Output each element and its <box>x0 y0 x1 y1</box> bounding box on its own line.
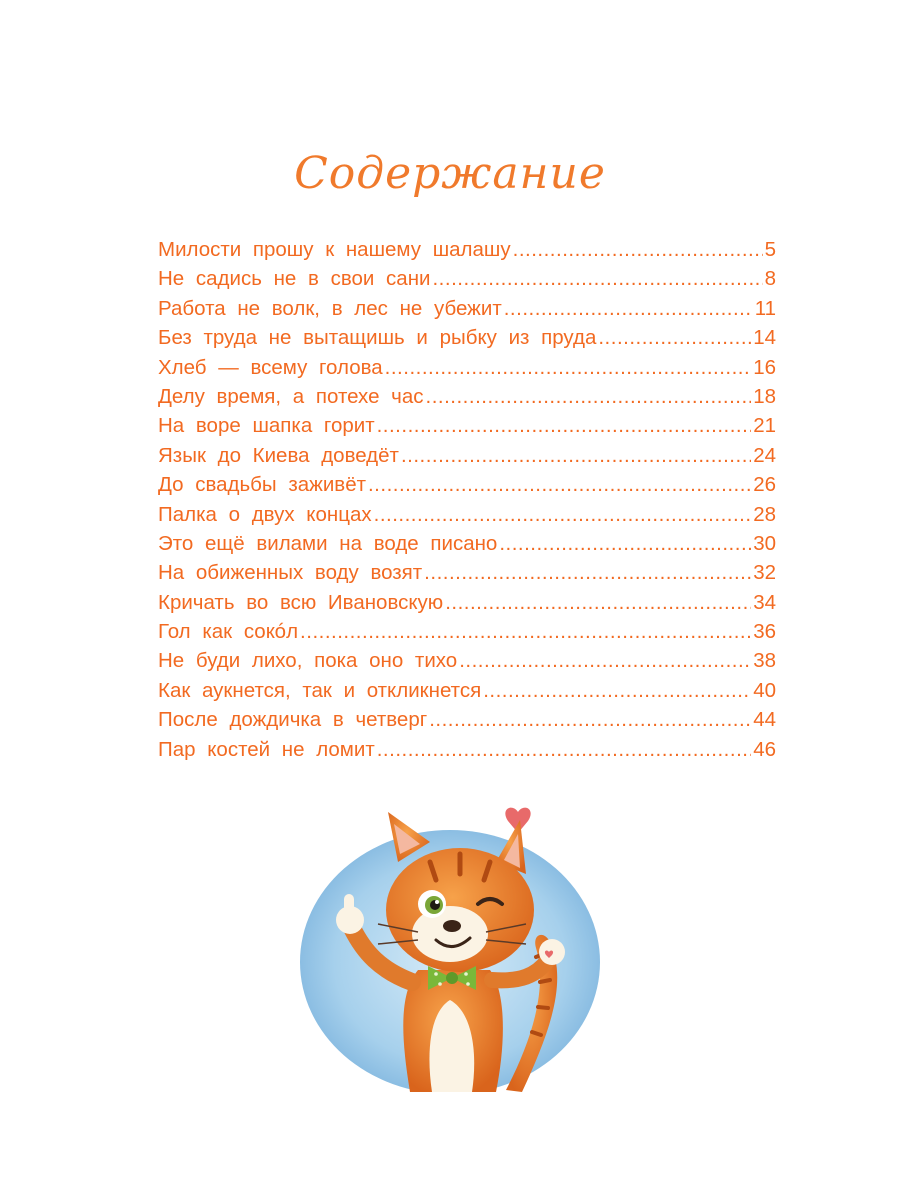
toc-entry-title: На воре шапка горит <box>158 414 375 438</box>
toc-dot-leader <box>401 444 751 468</box>
toc-entry-title: На обиженных воду возят <box>158 561 423 585</box>
toc-entry[interactable] <box>158 444 776 473</box>
toc-entry[interactable] <box>158 620 776 649</box>
cat-nose-icon <box>443 920 461 932</box>
toc-page-number: 44 <box>753 708 776 732</box>
toc-entry[interactable] <box>158 356 776 385</box>
toc-entry[interactable] <box>158 473 776 502</box>
toc-entry[interactable] <box>158 267 776 296</box>
toc-page-number: 36 <box>753 620 776 644</box>
toc-entry-title: Гол как сокóл <box>158 620 299 644</box>
toc-dot-leader <box>424 561 751 585</box>
toc-dot-leader <box>374 503 752 527</box>
toc-entry-title: Не буди лихо, пока оно тихо <box>158 649 458 673</box>
toc-entry-title: Пар костей не ломит <box>158 737 375 761</box>
toc-page-number: 21 <box>753 414 776 438</box>
toc-page-number: 18 <box>753 384 776 408</box>
toc-dot-leader <box>429 708 751 732</box>
toc-page-number: 28 <box>753 502 776 526</box>
toc-entry-title: Это ещё вилами на воде писано <box>158 531 498 555</box>
toc-page-number: 46 <box>753 737 776 761</box>
toc-entry[interactable] <box>158 503 776 532</box>
toc-entry[interactable] <box>158 591 776 620</box>
toc-dot-leader <box>385 356 752 380</box>
table-of-contents-title: Содержание <box>294 148 606 199</box>
toc-dot-leader <box>432 267 762 291</box>
toc-dot-leader <box>300 620 751 644</box>
toc-entry-title: Палка о двух концах <box>158 502 372 526</box>
toc-dot-leader <box>377 738 751 762</box>
toc-entry-title: Кричать во всю Ивановскую <box>158 590 444 614</box>
toc-entry-title: Хлеб — всему голова <box>158 355 383 379</box>
toc-dot-leader <box>445 591 751 615</box>
toc-entry-title: Делу время, а потехе час <box>158 384 424 408</box>
toc-entry-title: Милости прошу к нашему шалашу <box>158 238 511 261</box>
table-of-contents-list <box>158 238 776 767</box>
toc-entry[interactable] <box>158 532 776 561</box>
toc-dot-leader <box>504 297 753 321</box>
cat-thumb-up-icon <box>344 894 354 916</box>
toc-dot-leader <box>499 532 751 556</box>
toc-page-number: 14 <box>753 326 776 350</box>
toc-entry-title: После дождичка в четверг <box>158 708 428 732</box>
toc-page-number: 24 <box>753 443 776 467</box>
toc-entry-title: Не садись не в свои сани <box>158 267 431 291</box>
winking-cat-with-bow-tie-icon <box>300 792 600 1092</box>
toc-page-number: 30 <box>753 531 776 555</box>
toc-dot-leader <box>426 385 752 409</box>
toc-dot-leader <box>459 649 751 673</box>
toc-dot-leader <box>377 414 752 438</box>
toc-page-number: 5 <box>764 238 776 261</box>
toc-entry-title: Без труда не вытащишь и рыбку из пруда <box>158 326 597 350</box>
toc-entry[interactable] <box>158 326 776 355</box>
toc-page-number: 16 <box>753 355 776 379</box>
toc-entry[interactable] <box>158 414 776 443</box>
toc-entry[interactable] <box>158 649 776 678</box>
toc-entry[interactable] <box>158 679 776 708</box>
toc-entry[interactable] <box>158 561 776 590</box>
toc-entry-title: Работа не волк, в лес не убежит <box>158 296 502 320</box>
toc-page-number: 11 <box>754 296 776 320</box>
toc-page-number: 26 <box>753 473 776 497</box>
toc-dot-leader <box>598 326 751 350</box>
bow-tie-knot-icon <box>446 972 458 984</box>
toc-page-number: 34 <box>753 590 776 614</box>
toc-dot-leader <box>513 238 763 262</box>
toc-page-number: 40 <box>753 678 776 702</box>
toc-entry-title: Как аукнется, так и откликнется <box>158 678 482 702</box>
toc-entry-title: До свадьбы заживёт <box>158 473 366 497</box>
toc-entry[interactable] <box>158 385 776 414</box>
toc-entry[interactable] <box>158 297 776 326</box>
toc-entry[interactable] <box>158 738 776 767</box>
toc-entry[interactable] <box>158 238 776 267</box>
toc-entry[interactable] <box>158 708 776 737</box>
toc-entry-title: Язык до Киева доведёт <box>158 443 399 467</box>
toc-page-number: 8 <box>764 267 776 291</box>
toc-page-number: 38 <box>753 649 776 673</box>
toc-dot-leader <box>483 679 751 703</box>
toc-dot-leader <box>368 473 751 497</box>
toc-page-number: 32 <box>753 561 776 585</box>
